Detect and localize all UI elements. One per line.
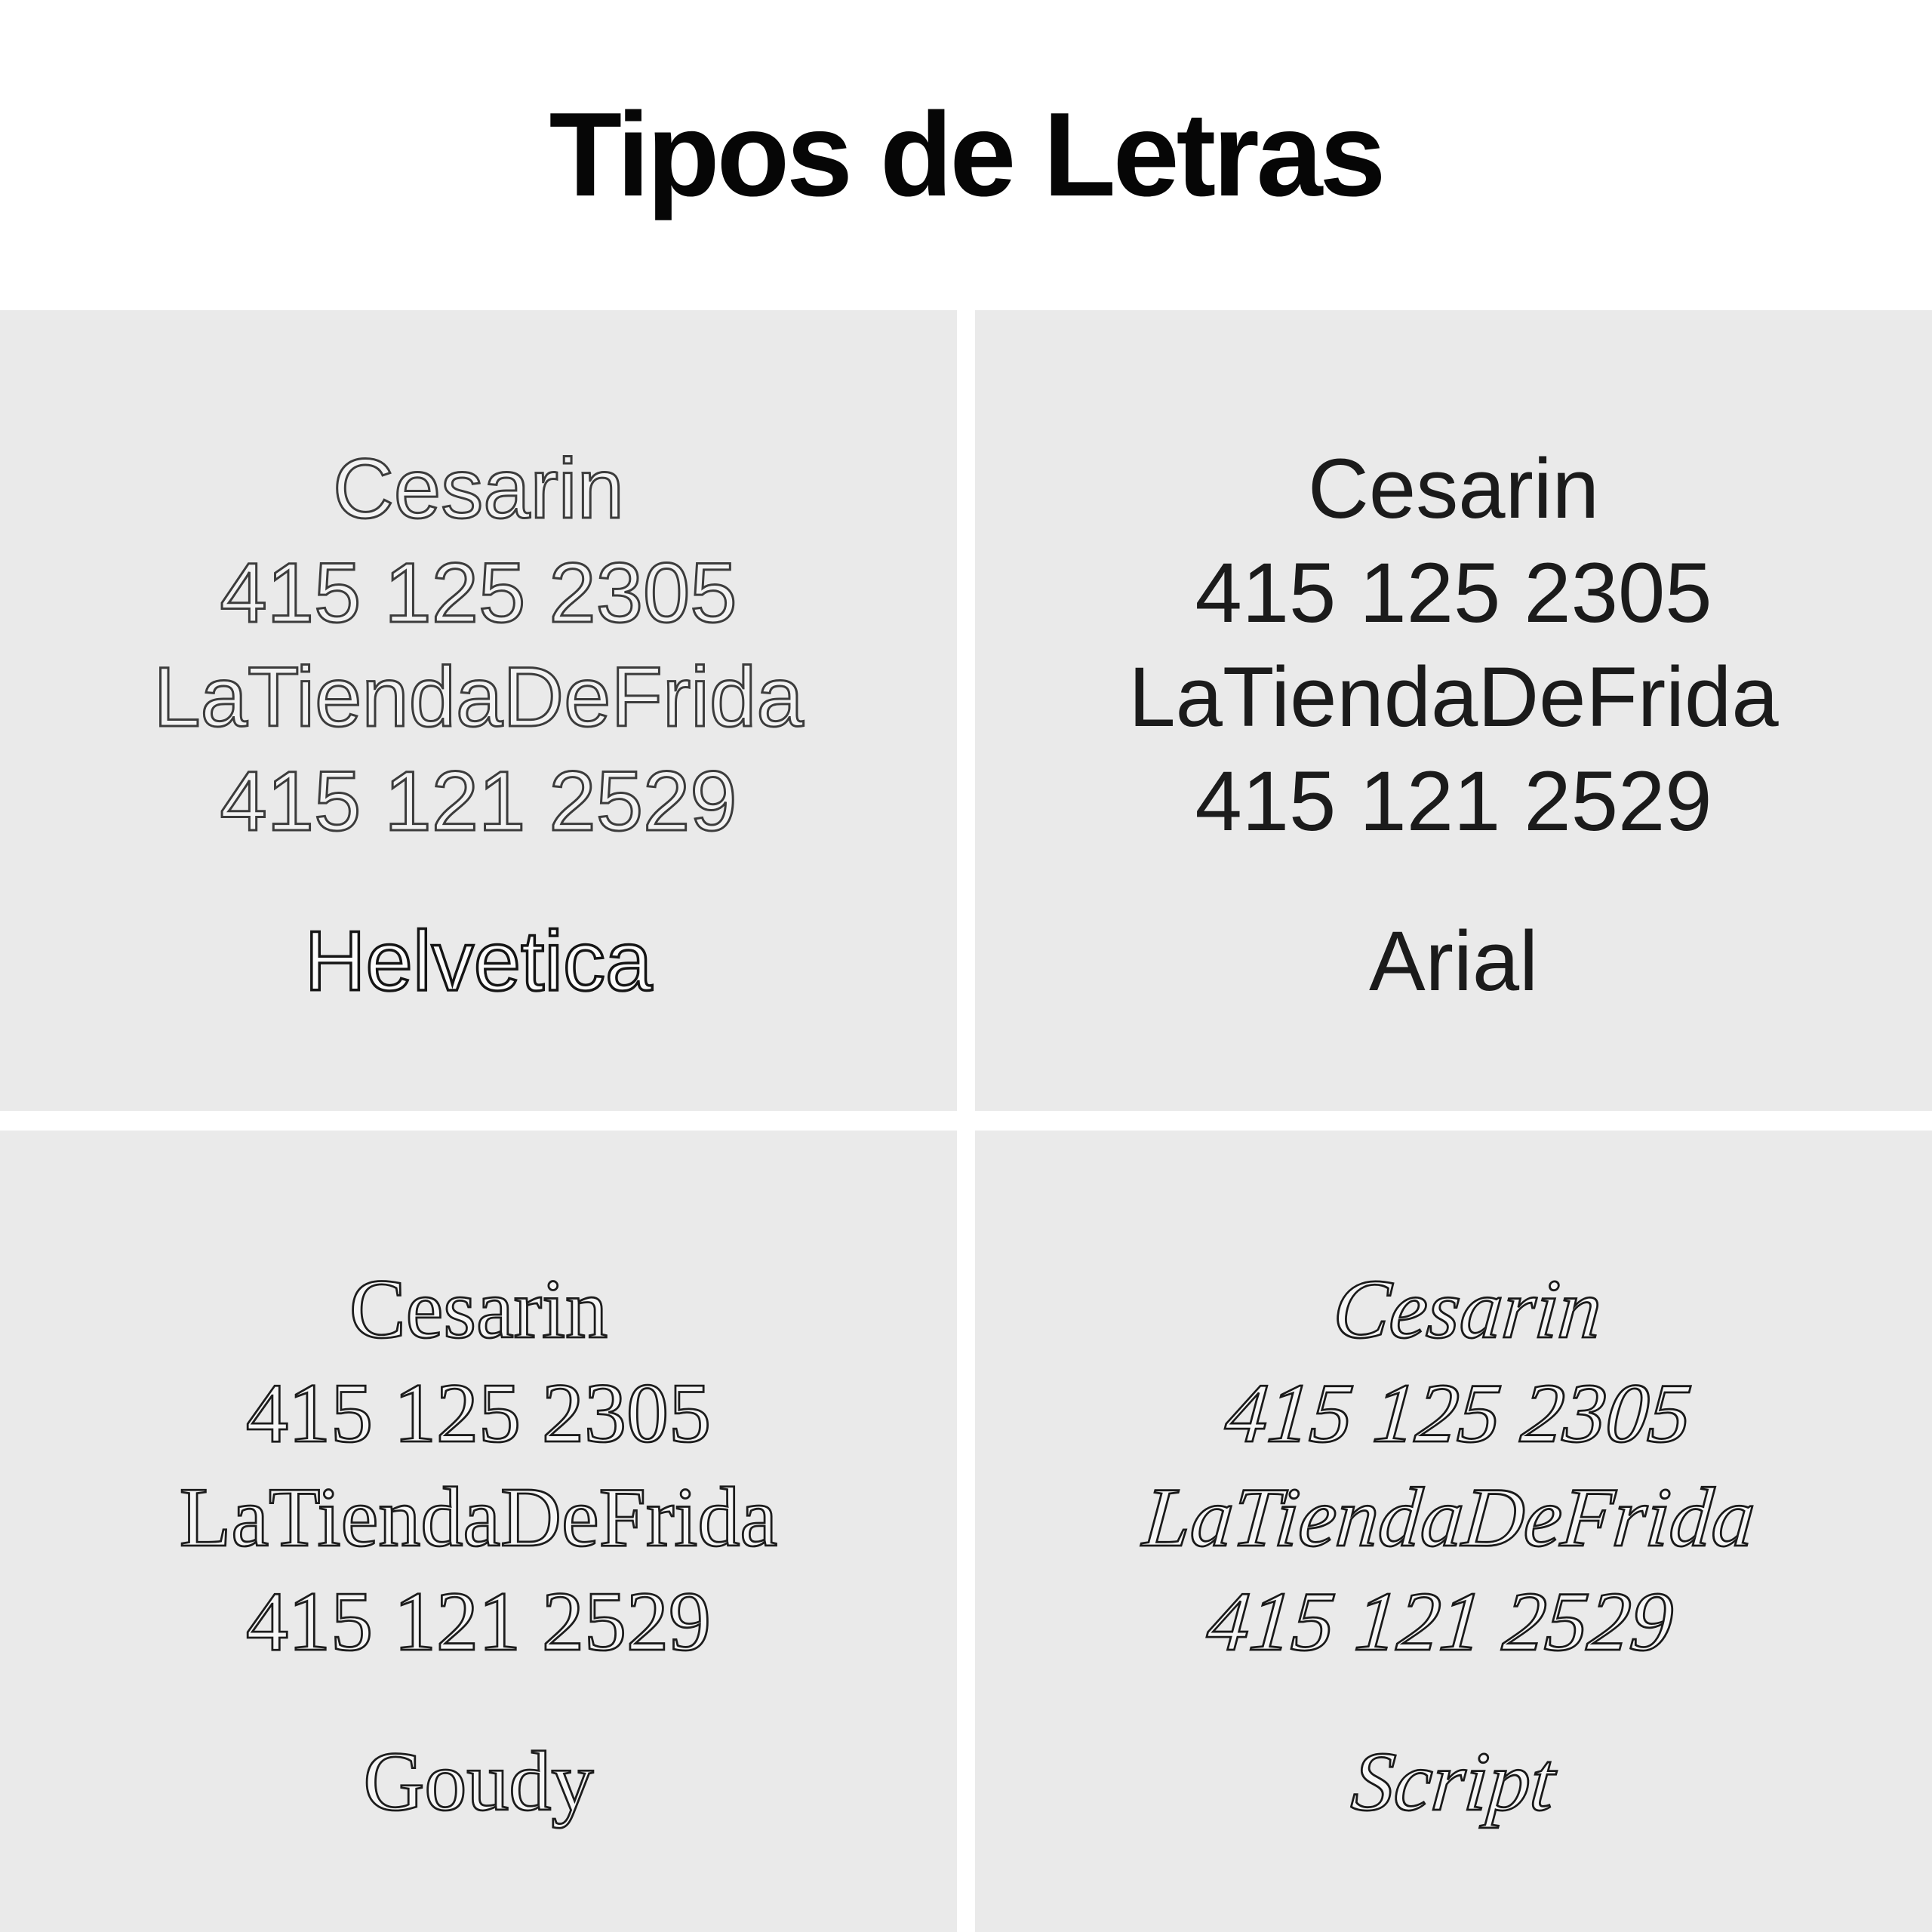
sample-line: LaTiendaDeFrida bbox=[1140, 1471, 1758, 1564]
font-sample-panel-goudy bbox=[0, 1131, 957, 1932]
sample-line: Cesarin bbox=[349, 1263, 608, 1356]
sample-text-block bbox=[153, 437, 803, 854]
sample-line: LaTiendaDeFrida bbox=[153, 650, 804, 744]
sample-line: LaTiendaDeFrida bbox=[1128, 650, 1779, 744]
font-name-label: Goudy bbox=[363, 1735, 594, 1829]
sample-line: 415 121 2529 bbox=[1203, 1575, 1677, 1669]
title-band bbox=[0, 0, 1932, 310]
font-sample-panel-helvetica bbox=[0, 310, 957, 1111]
sample-text-block bbox=[1130, 1257, 1777, 1674]
font-grid bbox=[0, 310, 1932, 1932]
font-sample-panel-arial bbox=[975, 310, 1932, 1111]
font-sample-panel-script bbox=[975, 1131, 1932, 1932]
sample-line: 415 121 2529 bbox=[220, 754, 737, 848]
sample-line: 415 121 2529 bbox=[246, 1575, 711, 1669]
sample-text-block bbox=[1128, 437, 1778, 854]
sample-text-block bbox=[180, 1257, 777, 1674]
sample-line: 415 125 2305 bbox=[246, 1367, 711, 1460]
sample-line: 415 125 2305 bbox=[220, 546, 737, 640]
sample-line: 415 121 2529 bbox=[1195, 754, 1712, 848]
sample-line: 415 125 2305 bbox=[1221, 1367, 1695, 1460]
font-name-label: Script bbox=[1348, 1735, 1559, 1829]
sample-line: Cesarin bbox=[333, 441, 624, 536]
page-title: Tipos de Letras bbox=[549, 88, 1383, 221]
sample-line: Cesarin bbox=[1308, 441, 1599, 536]
sample-line: LaTiendaDeFrida bbox=[179, 1471, 778, 1564]
sample-line: Cesarin bbox=[1329, 1263, 1605, 1356]
font-name-label: Arial bbox=[1368, 914, 1539, 1008]
sample-line: 415 125 2305 bbox=[1195, 546, 1712, 640]
font-name-label: Helvetica bbox=[304, 914, 653, 1008]
